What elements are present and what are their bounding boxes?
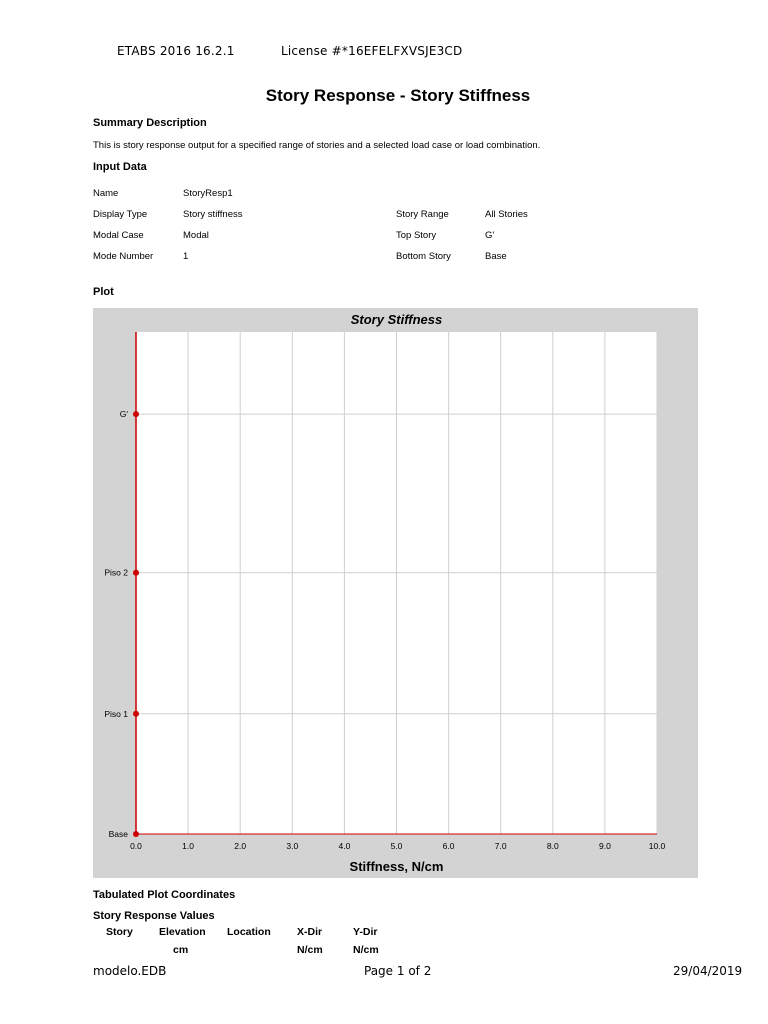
data-point	[133, 570, 139, 576]
x-tick-label: 3.0	[286, 841, 299, 851]
footer-file-name: modelo.EDB	[93, 964, 167, 978]
story-label: Piso 2	[104, 567, 128, 578]
story-response-values-heading: Story Response Values	[93, 910, 215, 922]
input-value-display-type: Story stiffness	[183, 209, 243, 220]
input-label-display-type: Display Type	[93, 209, 148, 220]
summary-heading: Summary Description	[93, 117, 207, 129]
input-label-story-range: Story Range	[396, 209, 449, 220]
x-tick-label: 4.0	[338, 841, 351, 851]
input-value-name: StoryResp1	[183, 188, 233, 199]
input-label-name: Name	[93, 188, 119, 199]
page-title: Story Response - Story Stiffness	[265, 86, 531, 105]
plot-heading: Plot	[93, 286, 114, 298]
input-value-mode-number: 1	[183, 251, 189, 262]
input-label-top-story: Top Story	[396, 230, 437, 241]
story-stiffness-chart	[93, 308, 698, 878]
x-tick-label: 0.0	[130, 841, 142, 851]
data-point	[133, 411, 139, 417]
license-number: License #*16EFELFXVSJE3CD	[281, 44, 463, 58]
x-tick-label: 10.0	[648, 841, 666, 851]
input-label-modal-case: Modal Case	[93, 230, 144, 241]
input-value-top-story: G'	[485, 230, 495, 241]
footer-date: 29/04/2019	[673, 964, 743, 978]
story-label: G'	[119, 409, 128, 420]
x-axis-label: Stiffness, N/cm	[349, 859, 444, 874]
input-data-heading: Input Data	[93, 161, 147, 173]
story-label: Piso 1	[104, 708, 128, 719]
column-unit-elevation: cm	[173, 944, 189, 956]
input-value-story-range: All Stories	[485, 209, 528, 220]
column-unit-y-dir: N/cm	[353, 944, 379, 956]
column-header-location: Location	[227, 926, 271, 938]
data-point	[133, 711, 139, 717]
chart-svg	[93, 308, 698, 878]
tabulated-heading: Tabulated Plot Coordinates	[93, 889, 236, 901]
column-header-x-dir: X-Dir	[297, 926, 323, 938]
x-tick-label: 5.0	[390, 841, 403, 851]
story-label: Base	[108, 829, 128, 839]
x-tick-label: 9.0	[598, 841, 611, 851]
input-value-modal-case: Modal	[183, 230, 209, 241]
data-point	[133, 831, 139, 837]
x-tick-label: 8.0	[546, 841, 559, 851]
chart-title: Story Stiffness	[350, 312, 443, 327]
footer-page-number: Page 1 of 2	[364, 964, 432, 978]
column-unit-x-dir: N/cm	[297, 944, 323, 956]
x-tick-label: 2.0	[234, 841, 247, 851]
summary-text: This is story response output for a specified range of stories and a selected load case or load combination.	[93, 140, 541, 151]
input-label-bottom-story: Bottom Story	[396, 251, 451, 262]
software-version: ETABS 2016 16.2.1	[117, 44, 235, 58]
column-header-y-dir: Y-Dir	[353, 926, 378, 938]
input-label-mode-number: Mode Number	[93, 251, 154, 262]
x-tick-label: 6.0	[442, 841, 455, 851]
input-value-bottom-story: Base	[485, 251, 507, 262]
column-header-elevation: Elevation	[159, 926, 206, 938]
column-header-story: Story	[106, 926, 133, 938]
x-tick-label: 1.0	[182, 841, 195, 851]
x-tick-label: 7.0	[494, 841, 507, 851]
